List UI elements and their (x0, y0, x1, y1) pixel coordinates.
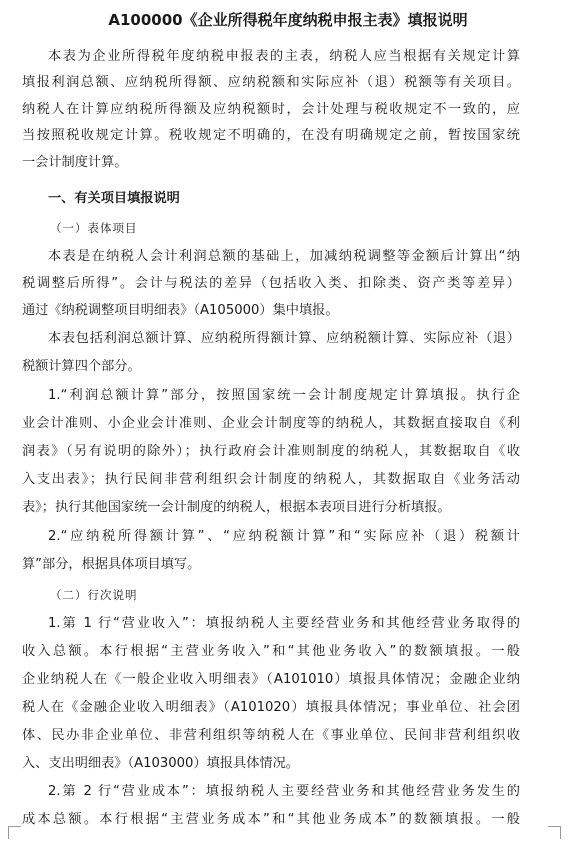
text-line: 本表是在纳税人会计利润总额的基础上，加减纳税调整等金额后计算出“纳 (48, 249, 520, 264)
text-line: 收入总额。本行根据“主营业务收入”和“其他业务收入”的数额填报。一般 (22, 644, 520, 659)
text-line: 入支出表》；执行民间非营利组织会计制度的纳税人，其数据取自《业务活动 (22, 472, 520, 487)
text-line: 1.第 1 行“营业收入”：填报纳税人主要经营业务和其他经营业务取得的 (48, 616, 520, 631)
text-line: 纳税人在计算应纳税所得额及应纳税额时，会计处理与税收规定不一致的，应 (22, 102, 520, 117)
text-line: 入、支出明细表》（A103000）填报具体情况。 (22, 756, 299, 771)
text-line: 通过《纳税调整项目明细表》（A105000）集中填报。 (22, 303, 339, 318)
text-line: 业会计准则、小企业会计准则、企业会计制度等的纳税人，其数据直接取自《利 (22, 416, 520, 431)
text-line: 税调整后所得”。会计与税法的差异（包括收入类、扣除类、资产类等差异） (22, 276, 520, 291)
page-margin-marker (8, 826, 21, 839)
text-line: 一会计制度计算。 (22, 155, 128, 170)
text-line: 算”部分，根据具体项目填写。 (22, 557, 201, 572)
text-line: 填报利润总额、应纳税所得额、应纳税额和实际应补（退）税额等有关项目。 (22, 75, 520, 90)
text-line: 税额计算四个部分。 (22, 359, 141, 374)
text-line: 成本总额。本行根据“主营业务成本”和“其他业务成本”的数额填报。一般 (22, 812, 520, 827)
page-margin-marker (548, 826, 561, 839)
subsection-heading: （二）行次说明 (50, 588, 138, 602)
section-heading: 一、有关项目填报说明 (48, 191, 180, 206)
text-line: 本表包括利润总额计算、应纳税所得额计算、应纳税额计算、实际应补（退） (48, 331, 520, 346)
subsection-heading: （一）表体项目 (50, 221, 138, 235)
text-line: 表》；执行其他国家统一会计制度的纳税人，根据本表项目进行分析填报。 (22, 500, 451, 515)
text-line: 1.“利润总额计算”部分，按照国家统一会计制度规定计算填报。执行企 (48, 388, 520, 403)
document-title: A100000《企业所得税年度纳税申报主表》填报说明 (108, 11, 468, 29)
text-line: 税人在《金融企业收入明细表》（A101020）填报具体情况；事业单位、社会团 (22, 700, 520, 715)
text-line: 体、民办非企业单位、非营利组织等纳税人在《事业单位、民间非营利组织收 (22, 728, 520, 743)
text-line: 本表为企业所得税年度纳税申报表的主表，纳税人应当根据有关规定计算 (48, 49, 520, 64)
text-line: 润表》（另有说明的除外）；执行政府会计准则制度的纳税人，其数据取自《收 (22, 444, 520, 459)
text-line: 2.“应纳税所得额计算”、“应纳税额计算”和“实际应补（退）税额计 (48, 529, 520, 544)
text-line: 企业纳税人在《一般企业收入明细表》（A101010）填报具体情况；金融企业纳 (22, 672, 520, 687)
text-line: 2.第 2 行“营业成本”：填报纳税人主要经营业务和其他经营业务发生的 (48, 784, 520, 799)
text-line: 当按照税收规定计算。税收规定不明确的，在没有明确规定之前，暂按国家统 (22, 128, 520, 143)
